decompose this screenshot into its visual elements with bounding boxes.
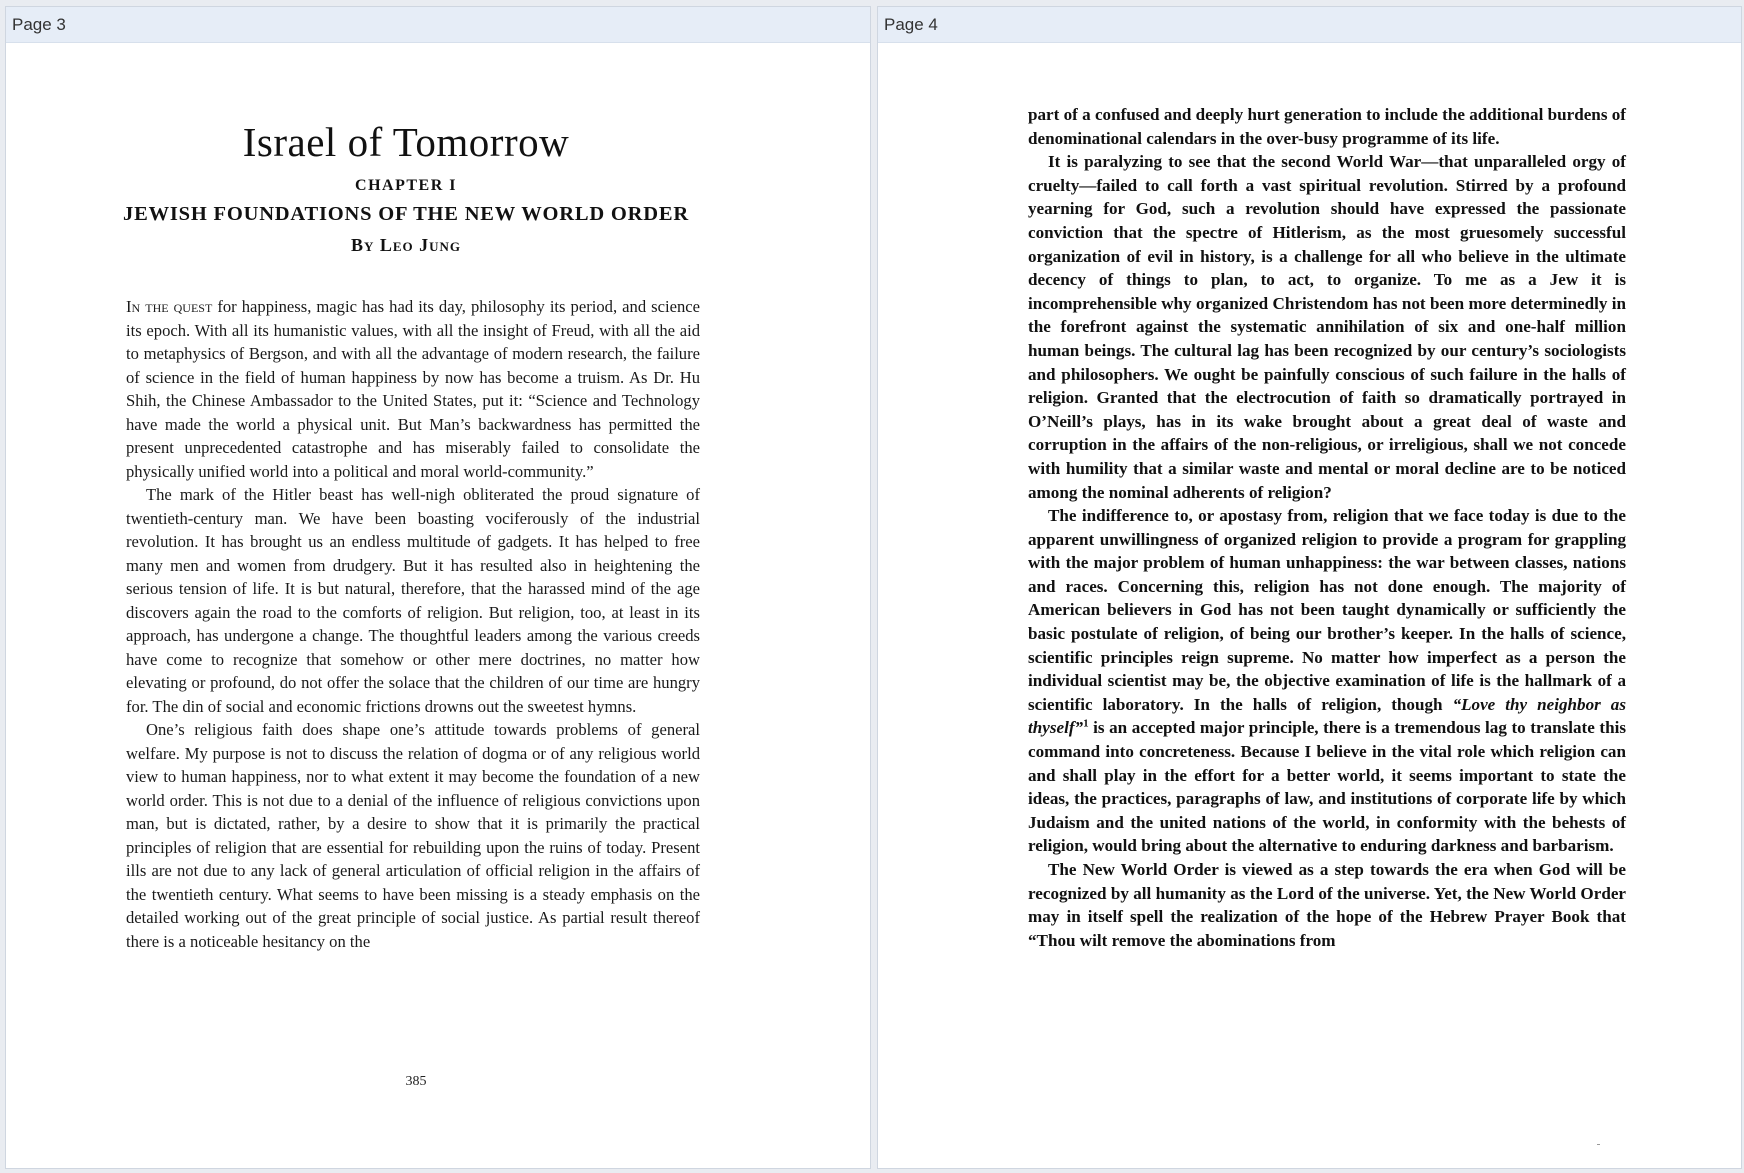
page-4-body bbox=[878, 43, 1741, 1168]
paragraph-text: for happiness, magic has had its day, philosophy its period, and science its epoch. With all its humanistic values, with all the insight of Freud, with all the aid to metaphysics of Bergson, and with all the advantage of modern research, the failure of science in the field of human happiness by now has become a truism. As Dr. Hu Shih, the Chinese Ambassador to the United States, put it: “Science and Technology have made the world a physical unit. But Man’s backwardness has permitted the present unprecedented catastrophe and has miserably failed to consolidate the physically unified world into a political and moral world-community.” bbox=[126, 297, 700, 481]
page-3[interactable] bbox=[5, 6, 871, 1169]
paragraph: part of a confused and deeply hurt generation to include the additional burdens of denominational calendars in the over-busy programme of its life. bbox=[1028, 105, 1626, 148]
byline: By Leo Jung bbox=[350, 235, 462, 255]
paragraph bbox=[1028, 504, 1626, 858]
lead-in: In the quest bbox=[126, 297, 213, 316]
paragraph-text: The indifference to, or apostasy from, religion that we face today is due to the apparent unwillingness of organized religion to provide a program for grappling with the major problem of human unhappiness: the war between classes, nations and races. Concerning this, religion has not done enough. The majority of American believers in God has not been taught dynamically or sufficiently the basic postulate of religion, of being our brother’s keeper. In the halls of science, scientific principles reign supreme. No matter how imperfect as a person the individual scientist may be, the objective examination of life is the hallmark of a scientific laboratory. In the halls of religion, though bbox=[1028, 506, 1626, 714]
footnote-marker: 1 bbox=[1083, 717, 1089, 730]
paragraph-text: is an accepted major principle, there is a tremendous lag to translate this command into concreteness. Because I believe in the vital role which religion can and shall play in the effort for a better world, it seems important to state the ideas, the practices, paragraphs of law, and institutions of corporate life by which Judaism and the united nations of the world, in conformity with the behests of religion, would bring about the alternative to enduring darkness and barbarism. bbox=[1028, 718, 1626, 856]
paragraph: It is paralyzing to see that the second World War—that unparalleled orgy of cruelty—failed to call forth a vast spiritual revolution. Stirred by a profound yearning for God, such a revolution should have expressed the passionate conviction that the spectre of Hitlerism, as the most gruesomely successful organization of evil in history, is a challenge for all who believe in the ultimate decency of things to plan, to act, to organize. To me as a Jew it is incomprehensible why organized Christendom has not been more determinedly in the forefront against the systematic annihilation of six and one-half million human beings. The cultural lag has been recognized by our century’s sociologists and philosophers. We ought be painfully conscious of such failure in the halls of religion. Granted that the electrocution of faith so dramatically portrayed in O’Neill’s plays, has in its wake brought about a great deal of waste and corruption in the affairs of the non-religious, or irreligious, shall we not concede with humility that a similar waste and mental or moral decline are to be noticed among the nominal adherents of religion? bbox=[1028, 152, 1626, 502]
page-4[interactable] bbox=[877, 6, 1742, 1169]
page-4-text bbox=[1028, 103, 1626, 952]
paragraph: The New World Order is viewed as a step towards the era when God will be recognized by all humanity as the Lord of the universe. Yet, the New World Order may in itself spell the realization of the hope of the Hebrew Prayer Book that “Thou wilt remove the abominations from bbox=[1028, 860, 1626, 950]
page-4-header: Page 4 bbox=[878, 7, 1741, 43]
page-3-header: Page 3 bbox=[6, 7, 870, 43]
chapter-subtitle: JEWISH FOUNDATIONS OF THE NEW WORLD ORDER bbox=[123, 203, 689, 225]
scan-speck bbox=[1597, 1144, 1600, 1145]
paragraph: One’s religious faith does shape one’s attitude towards problems of general welfare. My purpose is not to discuss the relation of dogma or of any religious world view to human happiness, nor to what extent it may become the foundation of a new world order. This is not due to a denial of the influence of religious convictions upon man, but is dictated, rather, by a desire to show that it is primarily the practical principles of religion that are essential for rebuilding upon the ruins of today. Present ills are not due to any lack of general articulation of official religion in the affairs of the twentieth century. What seems to have been missing is a steady emphasis on the detailed working out of the great principle of social justice. As partial result thereof there is a noticeable hesitancy on the bbox=[126, 720, 700, 951]
article-title: Israel of Tomorrow bbox=[242, 119, 570, 165]
paragraph bbox=[126, 295, 700, 483]
page-3-body bbox=[6, 43, 870, 1168]
page-3-text bbox=[126, 295, 700, 953]
page-number: 385 bbox=[405, 1074, 427, 1089]
quotation: “Love thy neighbor as thyself” bbox=[1028, 694, 1627, 738]
chapter-label: CHAPTER I bbox=[355, 177, 457, 194]
paragraph: The mark of the Hitler beast has well-nigh obliterated the proud signature of twentieth-century man. We have been boasting vociferously of the industrial revolution. It has brought us an endless multitude of gadgets. It has helped to free many men and women from drudgery. But it has resulted also in heightening the serious tension of life. It is but natural, therefore, that the harassed mind of the age discovers again the road to the comforts of religion. But religion, too, at least in its approach, has undergone a change. The thoughtful leaders among the various creeds have come to recognize that somehow or other mere doctrines, no matter how elevating or profound, do not offer the solace that the children of our time are hungry for. The din of social and economic frictions drowns out the sweetest hymns. bbox=[126, 485, 700, 716]
